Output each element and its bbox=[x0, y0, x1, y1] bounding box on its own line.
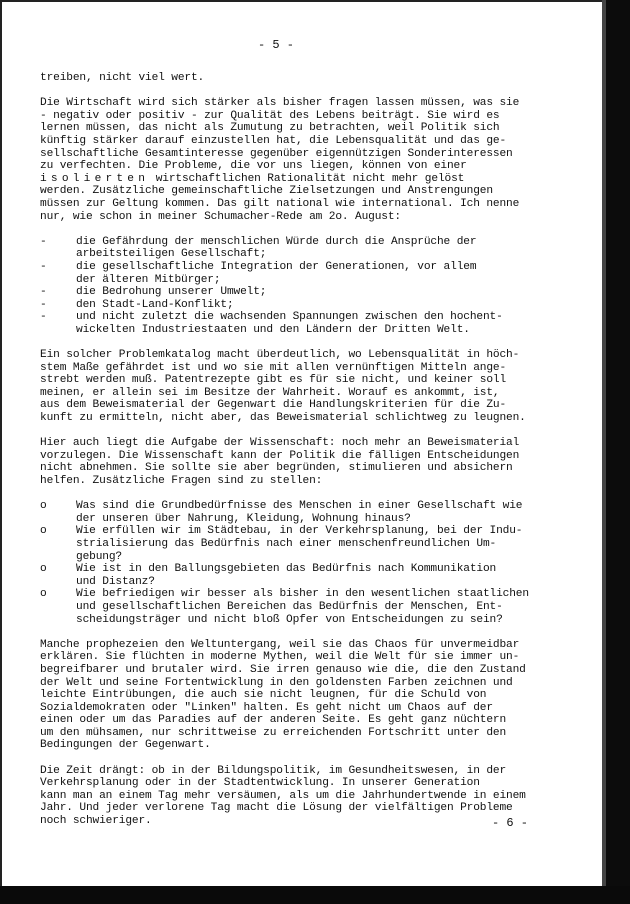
text-line: die Bedrohung unserer Umwelt; bbox=[76, 286, 267, 299]
text-line: erklären. Sie flüchten in moderne Mythen, weil die Welt für sie immer un- bbox=[40, 651, 520, 664]
list-marker: - bbox=[40, 298, 47, 311]
text-line: Wie ist in den Ballungsgebieten das Bedürfnis nach Kommunikation bbox=[76, 563, 497, 576]
list-marker: - bbox=[40, 311, 47, 324]
list-marker: - bbox=[40, 235, 47, 248]
list-item-text bbox=[76, 236, 588, 261]
list-item bbox=[40, 299, 588, 312]
text-line: und gesellschaftlichen Bereichen das Bedürfnis der Menschen, Ent- bbox=[76, 600, 503, 613]
text-line: scheidungsträger und nicht bloß Opfer von Entscheidungen zu sein? bbox=[76, 613, 503, 626]
text-line: um den mühsamen, nur schrittweise zu erreichenden Fortschritt unter den bbox=[40, 726, 507, 739]
text-line: leichte Eintrübungen, die auch sie nicht leugnen, für die Schuld von bbox=[40, 689, 487, 702]
scan-border-bottom bbox=[0, 886, 630, 904]
text-line: einen oder um das Paradies auf der anderen Seite. Es geht ganz nüchtern bbox=[40, 714, 507, 727]
text-line: Manche prophezeien den Weltuntergang, weil sie das Chaos für unvermeidbar bbox=[40, 638, 520, 651]
list-item bbox=[40, 311, 588, 336]
text-line bbox=[40, 173, 588, 186]
text-line: lernen müssen, das nicht als Zumutung zu betrachten, weil Politik sich bbox=[40, 122, 500, 135]
list-item bbox=[40, 588, 588, 626]
text-line: vorzulegen. Die Wissenschaft kann der Politik die fälligen Entscheidungen bbox=[40, 449, 520, 462]
text-line: müssen zur Geltung kommen. Das gilt national wie international. Ich nenne bbox=[40, 197, 520, 210]
list-item bbox=[40, 563, 588, 588]
text-line: Jahr. Und jeder verlorene Tag macht die Lösung der vielfältigen Probleme bbox=[40, 802, 513, 815]
list-marker: o bbox=[40, 525, 47, 538]
text-line: Sozialdemokraten oder "Linken" halten. Es geht nicht um Chaos auf der bbox=[40, 701, 493, 714]
text-line: Hier auch liegt die Aufgabe der Wissenschaft: noch mehr an Beweismaterial bbox=[40, 437, 520, 450]
text-line: kann man an einem Tag mehr versäumen, als um die Jahrhundertwende in einem bbox=[40, 789, 526, 802]
list-marker: o bbox=[40, 563, 47, 576]
text-line: Was sind die Grundbedürfnisse des Menschen in einer Gesellschaft wie bbox=[76, 500, 523, 513]
list-item bbox=[40, 525, 588, 563]
text-line: Ein solcher Problemkatalog macht überdeutlich, wo Lebensqualität in höch- bbox=[40, 349, 520, 362]
text-line: arbeitsteiligen Gesellschaft; bbox=[76, 248, 267, 261]
next-page-indicator: - 6 - bbox=[492, 816, 529, 830]
text-line: Die Wirtschaft wird sich stärker als bisher fragen lassen müssen, was sie bbox=[40, 97, 520, 110]
document-body bbox=[40, 72, 588, 840]
list-item bbox=[40, 236, 588, 261]
list-item-text bbox=[76, 261, 588, 286]
text-line: nicht abnehmen. Sie sollte sie aber begründen, stimulieren und absichern bbox=[40, 462, 513, 475]
text-line: der unseren über Nahrung, Kleidung, Wohnung hinaus? bbox=[76, 512, 411, 525]
scan-border-left bbox=[0, 0, 2, 904]
scan-border-top bbox=[0, 0, 630, 2]
text-line: und Distanz? bbox=[76, 575, 155, 588]
list-item bbox=[40, 286, 588, 299]
paragraph-2 bbox=[40, 349, 588, 425]
list-item-text bbox=[76, 500, 588, 525]
text-line: den Stadt-Land-Konflikt; bbox=[76, 298, 234, 311]
text-line: gebung? bbox=[76, 550, 122, 563]
text-line: Bedingungen der Gegenwart. bbox=[40, 739, 211, 752]
text-line: werden. Zusätzliche gemeinschaftliche Zielsetzungen und Anstrengungen bbox=[40, 185, 493, 198]
list-item-text bbox=[76, 563, 588, 588]
list-item-text bbox=[76, 525, 588, 563]
list-item-text bbox=[76, 311, 588, 336]
text-line: Wie befriedigen wir besser als bisher in den wesentlichen staatlichen bbox=[76, 588, 529, 601]
text-line: noch schwieriger. bbox=[40, 815, 152, 828]
text-line: die Gefährdung der menschlichen Würde durch die Ansprüche der bbox=[76, 235, 477, 248]
dash-list bbox=[40, 236, 588, 337]
scan-border-right bbox=[606, 0, 630, 904]
text-line: und nicht zuletzt die wachsenden Spannungen zwischen den hochent- bbox=[76, 311, 503, 324]
text-line: - negativ oder positiv - zur Qualität des Lebens beiträgt. Sie wird es bbox=[40, 109, 500, 122]
paragraph-0 bbox=[40, 72, 588, 85]
text-line: Wie erfüllen wir im Städtebau, in der Verkehrsplanung, bei der Indu- bbox=[76, 525, 523, 538]
text-line: helfen. Zusätzliche Fragen sind zu stellen: bbox=[40, 475, 323, 487]
paragraph-1 bbox=[40, 97, 588, 223]
text-line: künftig stärker darauf einzustellen hat, die Lebensqualität und das ge- bbox=[40, 134, 507, 147]
list-marker: - bbox=[40, 260, 47, 273]
text-line: zu verfechten. Die Probleme, die vor uns liegen, können von einer bbox=[40, 160, 467, 173]
list-item bbox=[40, 500, 588, 525]
page-number: - 5 - bbox=[258, 38, 295, 52]
text-line: wickelten Industriestaaten und den Ländern der Dritten Welt. bbox=[76, 323, 470, 336]
text-line: stem Maße gefährdet ist und wo sie mit allen vernünftigen Mitteln ange- bbox=[40, 361, 507, 374]
text-line: begreifbarer und brutaler wird. Sie irren genauso wie die, die den Zustand bbox=[40, 663, 526, 676]
text-line: die gesellschaftliche Integration der Generationen, vor allem bbox=[76, 260, 477, 273]
spaced-emphasis: isolierten bbox=[40, 172, 150, 185]
question-list bbox=[40, 500, 588, 626]
list-item-text bbox=[76, 588, 588, 626]
paragraph-3 bbox=[40, 437, 588, 487]
list-item-text bbox=[76, 299, 588, 312]
text-line: meinen, er allein sei im Besitze der Wahrheit. Worauf es ankommt, ist, bbox=[40, 386, 500, 399]
text-line: sellschaftliche Gesamtinteresse gegenüber eigennützigen Sonderinteressen bbox=[40, 147, 513, 160]
text-line: nur, wie schon in meiner Schumacher-Rede am 2o. August: bbox=[40, 210, 401, 223]
text-line: der Welt und seine Fortentwicklung in den goldensten Farben zeichnen und bbox=[40, 676, 513, 689]
list-marker: - bbox=[40, 286, 47, 299]
paragraph-4 bbox=[40, 639, 588, 752]
text-fragment: wirtschaftlichen Rationalität nicht mehr gelöst bbox=[149, 172, 465, 185]
text-line: der älteren Mitbürger; bbox=[76, 273, 221, 286]
text-line: aus dem Beweismaterial der Gegenwart die Handlungskriterien für die Zu- bbox=[40, 399, 507, 412]
list-marker: o bbox=[40, 500, 47, 513]
text-line: strebt werden muß. Patentrezepte gibt es für sie nicht, und keiner soll bbox=[40, 374, 507, 387]
list-item bbox=[40, 261, 588, 286]
list-marker: o bbox=[40, 588, 47, 601]
text-line: Verkehrsplanung oder in der Stadtentwicklung. In unserer Generation bbox=[40, 777, 480, 790]
text-line: treiben, nicht viel wert. bbox=[40, 72, 205, 84]
list-item-text bbox=[76, 286, 588, 299]
text-line: kunft zu ermitteln, nicht aber, das Beweismaterial schlichtweg zu leugnen. bbox=[40, 412, 526, 425]
text-line: strialisierung das Bedürfnis nach einer menschenfreundlichen Um- bbox=[76, 537, 497, 550]
text-line: Die Zeit drängt: ob in der Bildungspolitik, im Gesundheitswesen, in der bbox=[40, 764, 507, 777]
